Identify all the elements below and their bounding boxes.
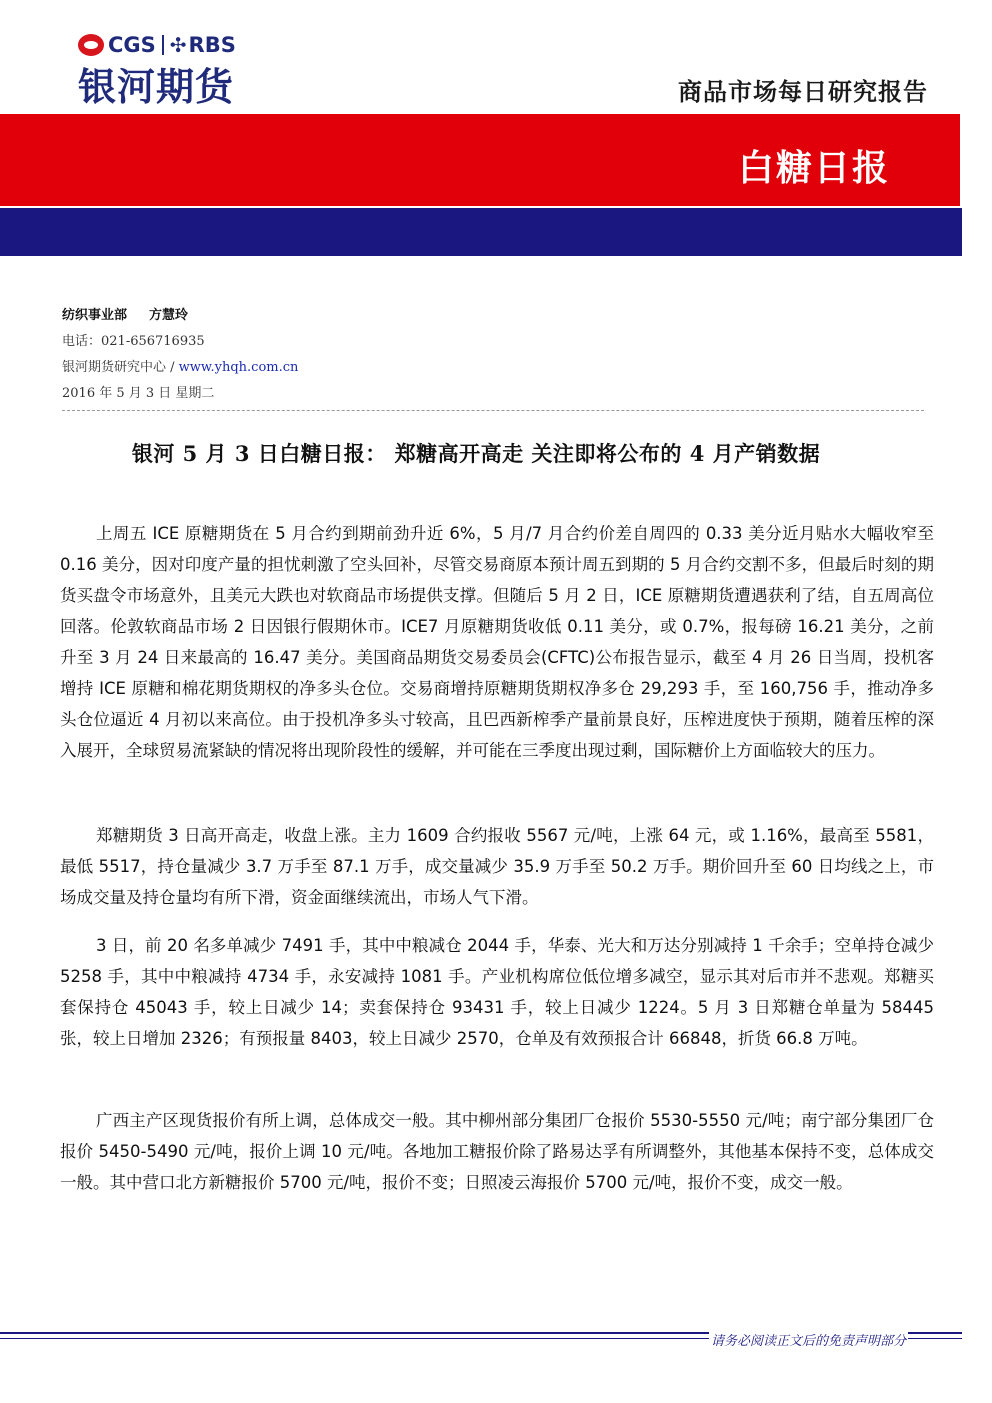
- department: 纺织事业部: [62, 308, 128, 323]
- body-paragraph-4: 广西主产区现货报价有所上调，总体成交一般。其中柳州部分集团厂仓报价 5530-5550 元/吨；南宁部分集团厂仓报价 5450-5490 元/吨，报价上调 10 元/吨。各地加工糖报价除了路易达孚有所调整外，其他基本保持不变，总体成交一般。其中营口北方新糖报价 5700 元/吨，报价不变；日照凌云海报价 5700 元/吨，报价不变，成交一般。: [60, 1111, 934, 1192]
- logo-brand-row: [78, 30, 278, 60]
- company-logo: [78, 30, 278, 120]
- body-paragraph-1: 上周五 ICE 原糖期货在 5 月合约到期前劲升近 6%，5 月/7 月合约价差自周四的 0.33 美分近月贴水大幅收窄至 0.16 美分，因对印度产量的担忧刺激了空头回补，尽管交易商原本预计周五到期的 5 月合约交割不多，但最后时刻的期货买盘令市场意外，且美元大跌也对软商品市场提供支撑。但随后 5 月 2 日，ICE 原糖期货遭遇获利了结，自五周高位回落。伦敦软商品市场 2 日因银行假期休市。ICE7 月原糖期货收低 0.11 美分，或 0.7%，报每磅 16.21 美分，之前升至 3 月 24 日来最高的 16.47 美分。美国商品期货交易委员会(CFTC)公布报告显示，截至 4 月 26 日当周，投机客增持 ICE 原糖和棉花期货期权的净多头仓位。交易商增持原糖期货期权净多仓 29,293 手，至 160,756 手，推动净多头仓位逼近 4 月初以来高位。由于投机净多头寸较高，且巴西新榨季产量前景良好，压榨进度快于预期，随着压榨的深入展开，全球贸易流紧缺的情况将出现阶段性的缓解，并可能在三季度出现过剩，国际糖价上方面临较大的压力。: [60, 524, 934, 760]
- article-headline: 银河 5 月 3 日白糖日报： 郑糖高开高走 关注即将公布的 4 月产销数据: [131, 441, 821, 466]
- research-center: 银河期货研究中心 /: [62, 360, 179, 375]
- body-paragraph-3: 3 日，前 20 名多单减少 7491 手，其中中粮减仓 2044 手，华泰、光大和万达分别减持 1 千余手；空单持仓减少 5258 手，其中中粮减持 4734 手，永安减持 1081 手。产业机构席位低位增多减空，显示其对后市并不悲观。郑糖买套保持仓 45043 手，较上日减少 14；卖套保持仓 93431 手，较上日减少 1224。5 月 3 日郑糖仓单量为 58445 张，较上日增加 2326；有预报量 8403，较上日减少 2570，仓单及有效预报合计 66848，折货 66.8 万吨。: [60, 936, 934, 1048]
- logo-chinese-name: 银河期货: [78, 65, 235, 109]
- author-line: [62, 304, 188, 323]
- phone-line: 电话：021-656716935: [62, 334, 205, 349]
- logo-cgs-text: CGS: [108, 33, 156, 57]
- rbs-daisy-icon: ✣: [169, 33, 187, 57]
- report-title: 白糖日报: [737, 148, 890, 189]
- research-center-line: [62, 356, 298, 375]
- divider: [62, 410, 924, 411]
- website-link[interactable]: www.yhqh.com.cn: [178, 360, 299, 375]
- cgs-swirl-icon: [78, 34, 104, 56]
- banner-stripe: [0, 208, 962, 256]
- body-paragraph-2: 郑糖期货 3 日高开高走，收盘上涨。主力 1609 合约报收 5567 元/吨，上涨 64 元，或 1.16%，最高至 5581，最低 5517，持仓量减少 3.7 万手至 87.1 万手，成交量减少 35.9 万手至 50.2 万手。期价回升至 60 日均线之上，市场成交量及持仓量均有所下滑，资金面继续流出，市场人气下滑。: [60, 826, 934, 907]
- disclaimer-note: 请务必阅读正文后的免责声明部分: [709, 1330, 908, 1349]
- logo-rbs-text: RBS: [188, 33, 236, 57]
- author-name: 方慧玲: [149, 308, 189, 323]
- report-date: 2016 年 5 月 3 日 星期二: [62, 386, 215, 401]
- report-type-label: 商品市场每日研究报告: [678, 78, 928, 106]
- logo-divider: [162, 35, 164, 55]
